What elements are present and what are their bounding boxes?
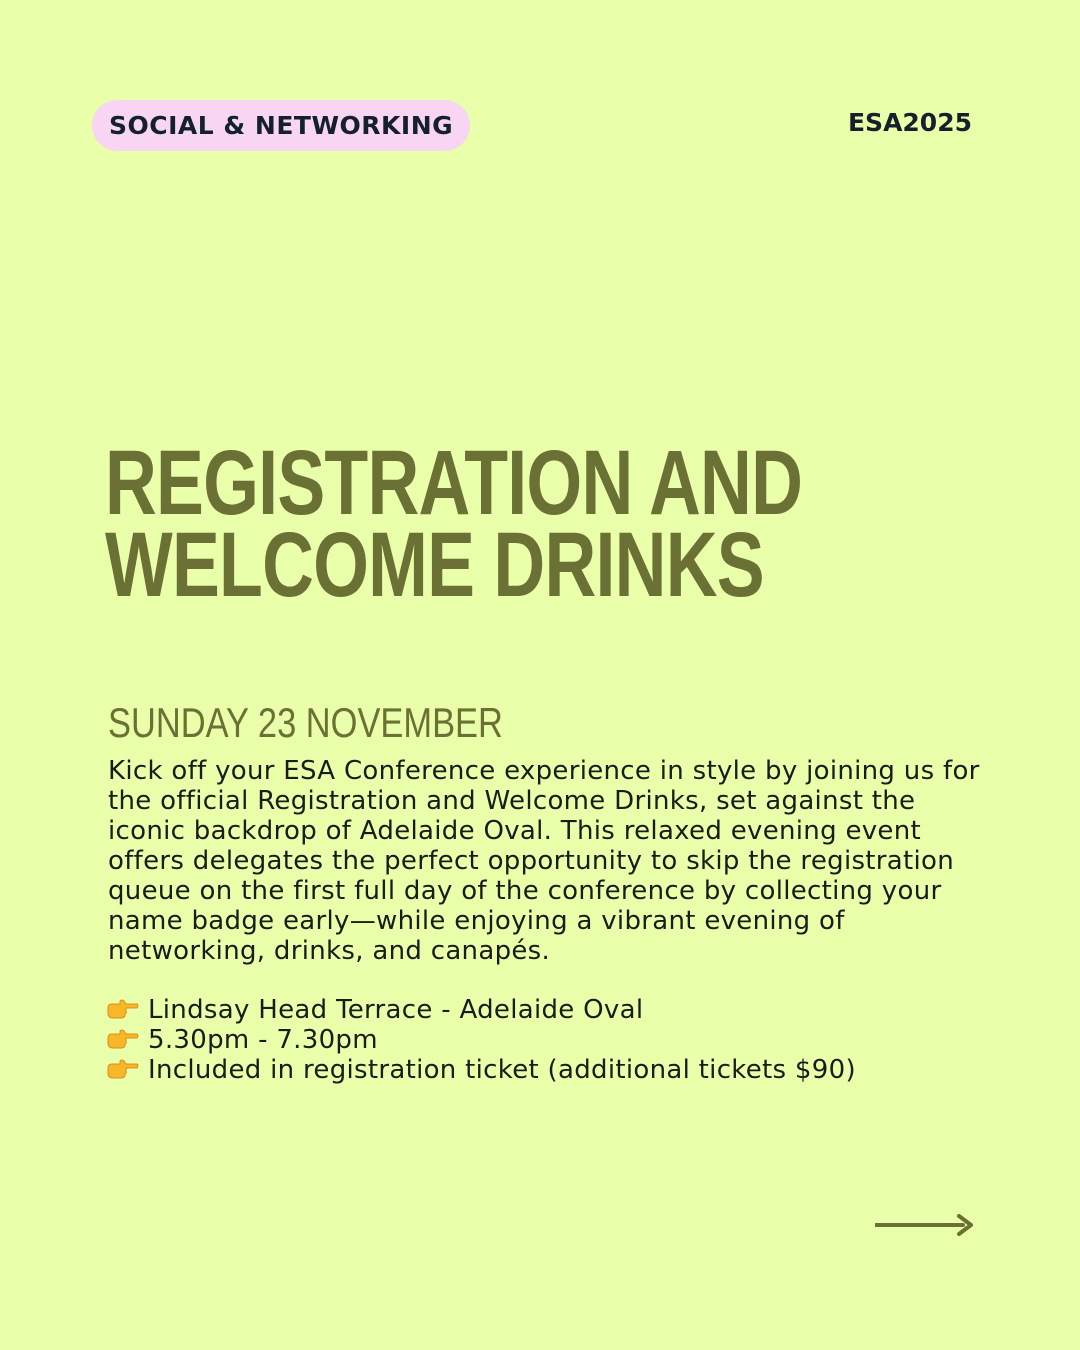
brand-label: ESA2025 [847, 108, 972, 137]
event-title-line-1: REGISTRATION AND [105, 432, 803, 534]
detail-text-ticket: Included in registration ticket (additional tickets $90) [148, 1055, 856, 1085]
detail-text-time: 5.30pm - 7.30pm [148, 1025, 378, 1055]
detail-item-location [106, 995, 856, 1025]
event-details-list [106, 995, 856, 1085]
event-title [105, 432, 803, 616]
pointing-hand-icon [106, 998, 140, 1022]
pointing-hand-icon [106, 1058, 140, 1082]
detail-item-time [106, 1025, 856, 1055]
category-tag: SOCIAL & NETWORKING [92, 100, 470, 151]
event-title-line-2: WELCOME DRINKS [105, 514, 764, 616]
pointing-hand-icon [106, 1028, 140, 1052]
event-description: Kick off your ESA Conference experience in style by joining us for the official Registration and Welcome Drinks, set against the iconic backdrop of Adelaide Oval. This relaxed evening event offers delegates the perfect opportunity to skip the registration queue on the first full day of the conference by collecting your name badge early—while enjoying a vibrant evening of networking, drinks, and canapés. [108, 756, 980, 966]
arrow-right-icon[interactable] [875, 1213, 973, 1237]
detail-text-location: Lindsay Head Terrace - Adelaide Oval [148, 995, 644, 1025]
detail-item-ticket [106, 1055, 856, 1085]
event-date: SUNDAY 23 NOVEMBER [108, 699, 503, 746]
